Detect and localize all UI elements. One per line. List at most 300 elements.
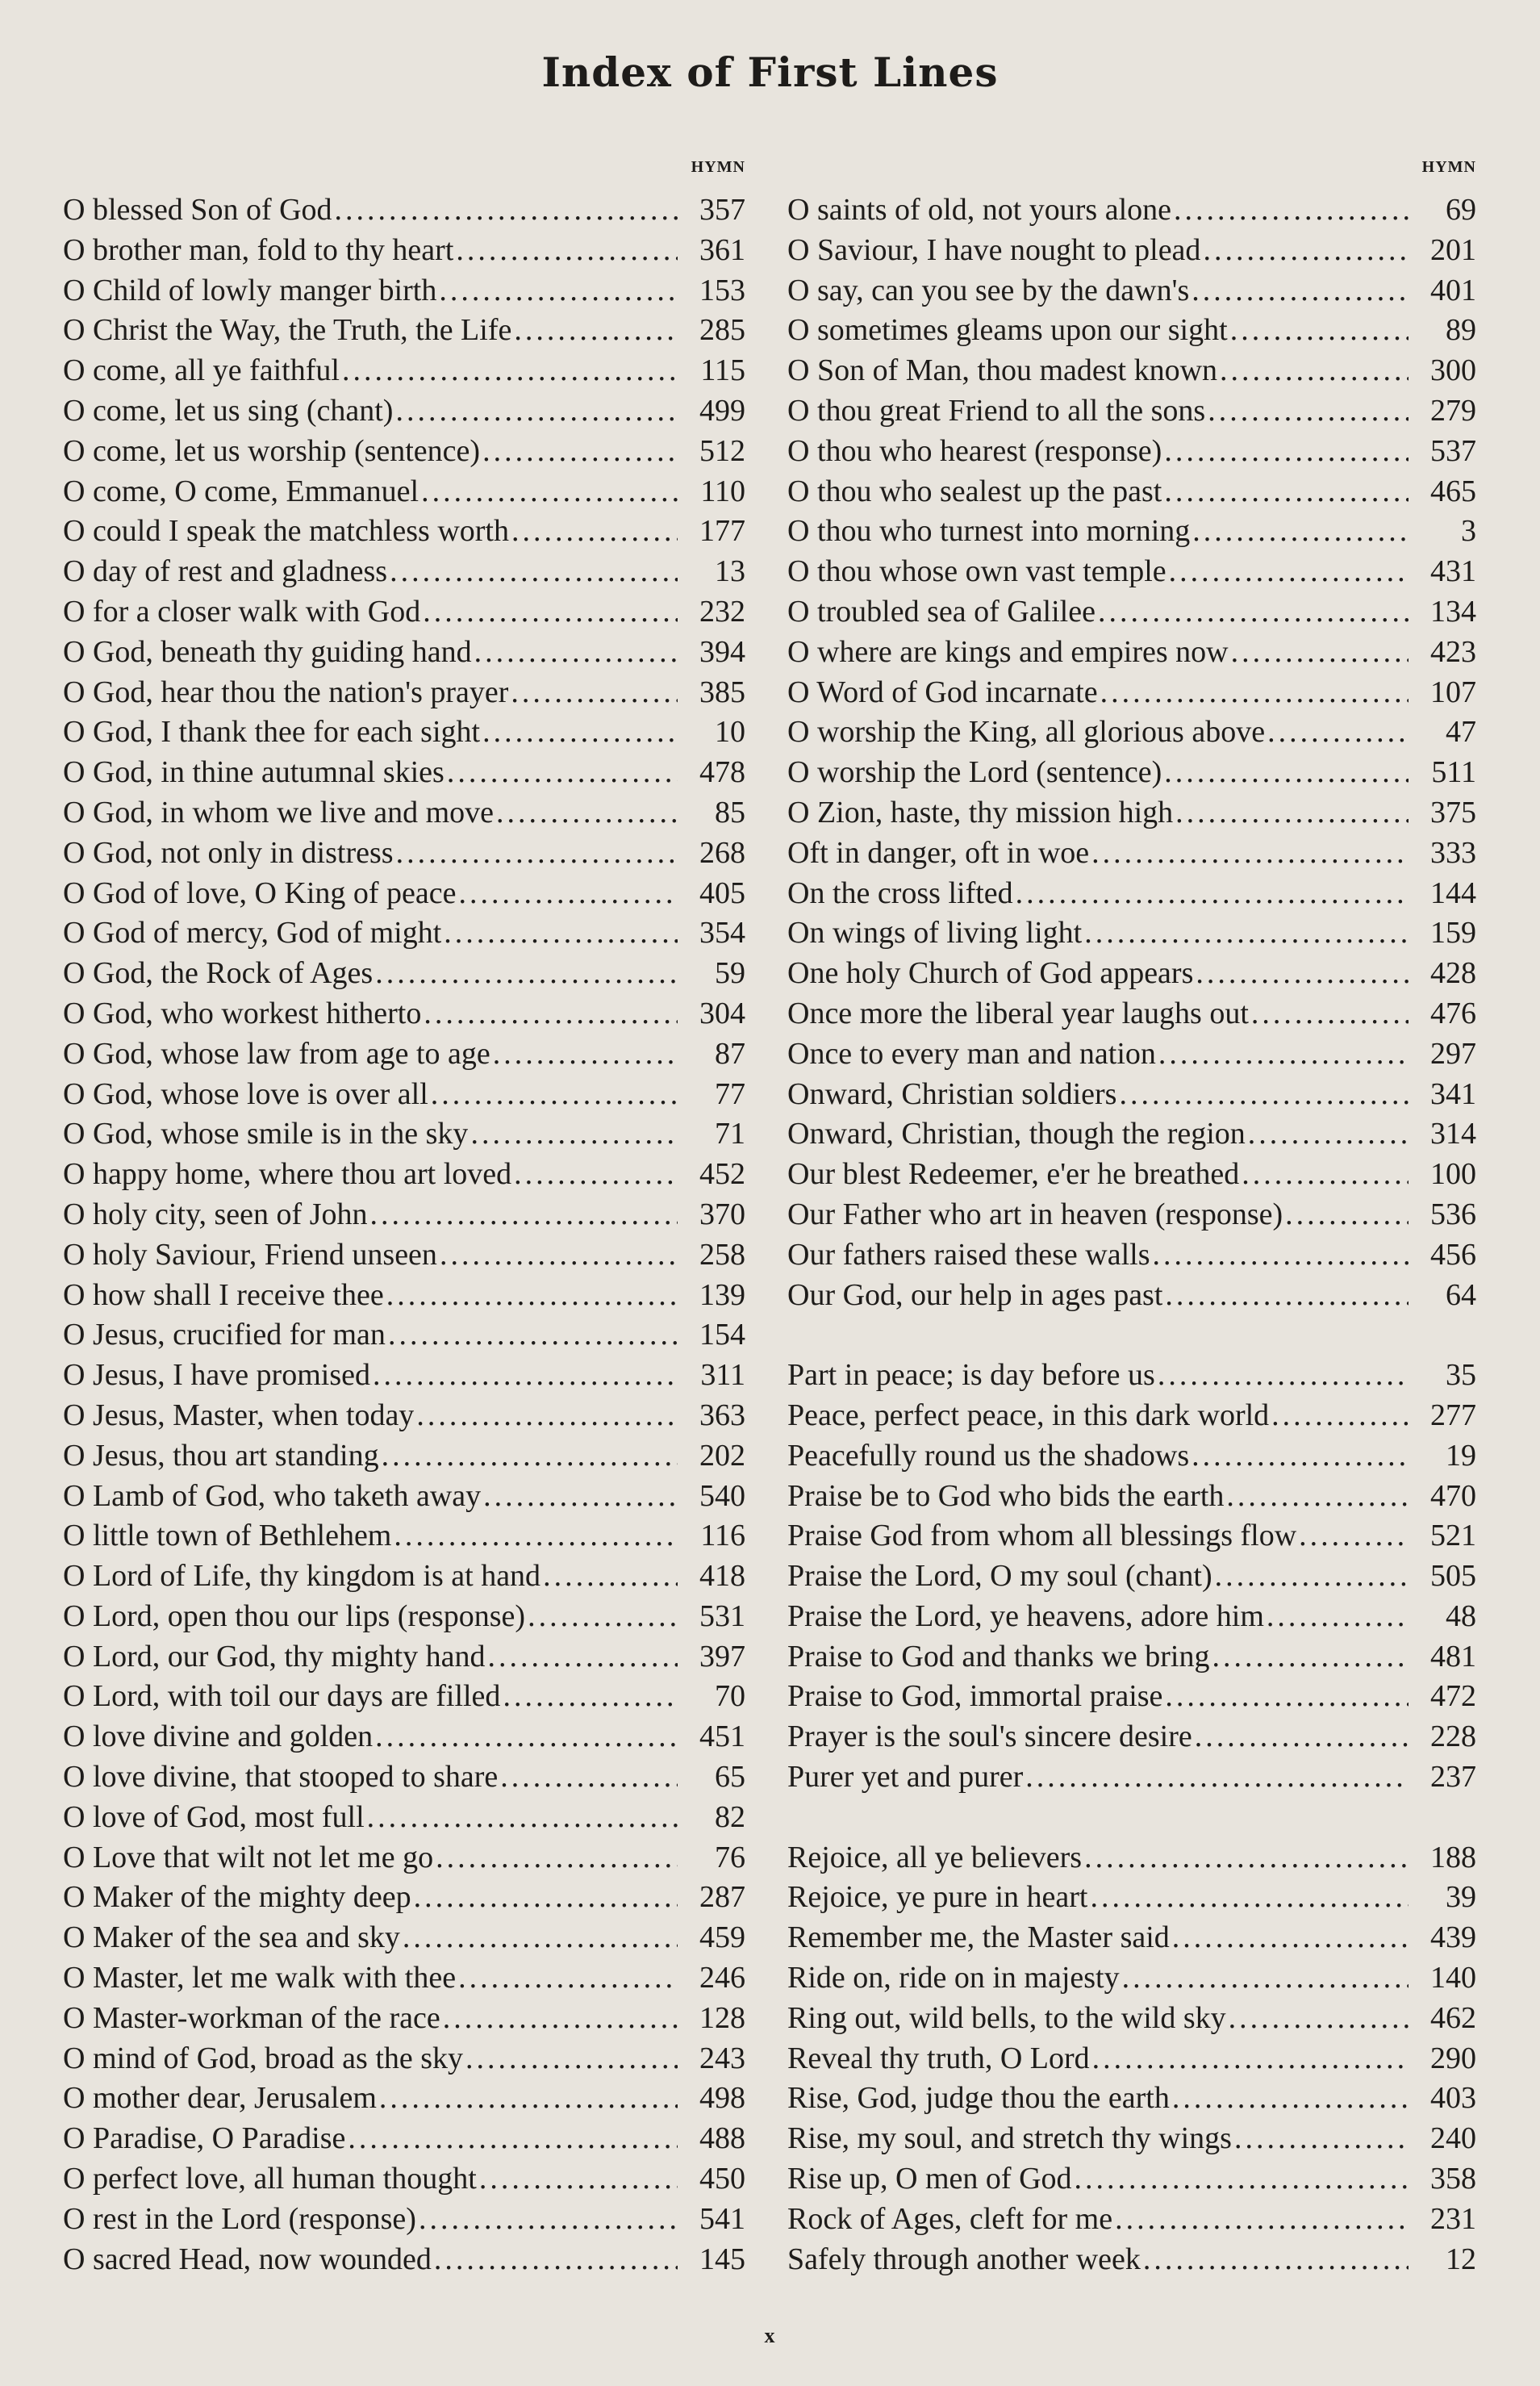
- first-line: O Maker of the mighty deep: [63, 1880, 411, 1915]
- first-line: Ride on, ride on in majesty: [787, 1961, 1120, 1995]
- index-entry: [787, 351, 1476, 391]
- dot-leader: [477, 2159, 678, 2200]
- index-entry: [63, 231, 745, 271]
- index-entry: [63, 552, 745, 592]
- hymn-number: 70: [715, 1679, 745, 1714]
- first-line: O Lord, open thou our lips (response): [63, 1598, 526, 1633]
- dot-leader: [463, 2039, 678, 2079]
- index-entry: [63, 673, 745, 713]
- dot-leader: [480, 432, 678, 472]
- dot-leader: [1205, 391, 1409, 432]
- index-entry: [63, 1999, 745, 2039]
- first-line: Rejoice, all ye believers: [787, 1840, 1083, 1874]
- dot-leader: [1170, 1918, 1409, 1958]
- dot-leader: [384, 1276, 678, 1316]
- first-line: Rejoice, ye pure in heart: [787, 1880, 1088, 1915]
- index-entry: [63, 874, 745, 914]
- dot-leader: [400, 1918, 678, 1958]
- first-line: O love divine, that stooped to share: [63, 1760, 499, 1795]
- first-line: O Son of Man, thou madest known: [787, 353, 1218, 388]
- dot-leader: [373, 954, 678, 994]
- dot-leader: [420, 592, 678, 633]
- index-entry: [787, 2079, 1476, 2119]
- dot-leader: [472, 633, 678, 673]
- dot-leader: [1190, 512, 1409, 552]
- dot-leader: [437, 1235, 678, 1276]
- first-line: O Maker of the sea and sky: [63, 1920, 400, 1955]
- hymn-number: 59: [715, 956, 745, 991]
- index-entry: [787, 432, 1476, 472]
- dot-leader: [1224, 1477, 1409, 1517]
- hymn-number: 397: [699, 1639, 745, 1674]
- first-line: O love divine and golden: [63, 1720, 374, 1754]
- hymn-number: 240: [1430, 2121, 1476, 2156]
- first-line: Onward, Christian soldiers: [787, 1076, 1117, 1111]
- first-line: O worship the King, all glorious above: [787, 715, 1266, 750]
- index-entry: [787, 1276, 1476, 1316]
- dot-leader: [1116, 1075, 1409, 1115]
- index-entry: [787, 753, 1476, 793]
- index-entry: [63, 1195, 745, 1235]
- hymn-number: 188: [1430, 1840, 1476, 1874]
- hymn-number: 3: [1461, 514, 1476, 549]
- hymn-number: 341: [1430, 1076, 1476, 1111]
- hymn-number: 472: [1430, 1679, 1476, 1714]
- dot-leader: [387, 552, 678, 592]
- first-line: O day of rest and gladness: [63, 554, 388, 589]
- dot-leader: [1156, 1034, 1409, 1075]
- first-line: Once to every man and nation: [787, 1036, 1156, 1071]
- dot-leader: [377, 2079, 678, 2119]
- first-line: O happy home, where thou art loved: [63, 1157, 512, 1192]
- hymn-number: 333: [1430, 835, 1476, 870]
- hymn-number: 76: [715, 1840, 745, 1874]
- hymn-number: 428: [1430, 956, 1476, 991]
- hymn-number: 537: [1430, 433, 1476, 468]
- hymn-number: 290: [1430, 2041, 1476, 2075]
- dot-leader: [370, 1356, 678, 1396]
- hymn-number: 71: [715, 1117, 745, 1151]
- index-entry: [787, 2159, 1476, 2200]
- hymn-number: 228: [1430, 1720, 1476, 1754]
- hymn-number: 452: [699, 1157, 745, 1192]
- index-entry: [787, 1034, 1476, 1075]
- hymn-number: 128: [699, 2000, 745, 2035]
- first-line: O rest in the Lord (response): [63, 2201, 416, 2236]
- dot-leader: [419, 472, 678, 512]
- dot-leader: [1265, 712, 1409, 753]
- index-entry: [787, 2240, 1476, 2280]
- first-line: O Christ the Way, the Truth, the Life: [63, 313, 512, 348]
- dot-leader: [1087, 1878, 1409, 1918]
- index-entry: [63, 391, 745, 432]
- hymn-number: 488: [699, 2121, 745, 2156]
- hymn-number: 431: [1430, 554, 1476, 589]
- dot-leader: [500, 1677, 678, 1717]
- index-entry: [63, 1637, 745, 1678]
- index-entry: [787, 512, 1476, 552]
- hymn-number: 47: [1446, 715, 1476, 750]
- hymn-number: 300: [1430, 353, 1476, 388]
- hymn-number: 314: [1430, 1117, 1476, 1151]
- hymn-number: 287: [699, 1880, 745, 1915]
- first-line: O holy Saviour, Friend unseen: [63, 1237, 437, 1272]
- hymn-number: 512: [699, 433, 745, 468]
- hymn-number: 202: [699, 1438, 745, 1473]
- dot-leader: [340, 351, 678, 391]
- dot-leader: [365, 1798, 678, 1838]
- index-entry: [63, 1315, 745, 1356]
- index-entry: [63, 1235, 745, 1276]
- dot-leader: [1090, 2039, 1409, 2079]
- dot-leader: [1171, 190, 1409, 231]
- first-line: O blessed Son of God: [63, 193, 332, 227]
- first-line: Our blest Redeemer, e'er he breathed: [787, 1157, 1240, 1192]
- index-entry: [787, 1155, 1476, 1195]
- first-line: O God, I thank thee for each sight: [63, 715, 481, 750]
- hymn-number: 35: [1446, 1358, 1476, 1393]
- first-line: O thou who sealest up the past: [787, 474, 1162, 508]
- hymn-number: 499: [699, 393, 745, 428]
- first-line: Oft in danger, oft in woe: [787, 835, 1090, 870]
- index-entry: [787, 2200, 1476, 2240]
- dot-leader: [444, 753, 678, 793]
- hymn-number: 10: [715, 715, 745, 750]
- dot-leader: [1162, 753, 1409, 793]
- index-entry: [787, 793, 1476, 834]
- first-line: Rock of Ages, cleft for me: [787, 2201, 1113, 2236]
- first-line: O little town of Bethlehem: [63, 1519, 392, 1553]
- dot-leader: [1089, 834, 1409, 874]
- first-line: O Master-workman of the race: [63, 2000, 440, 2035]
- dot-leader: [421, 994, 678, 1034]
- first-line: O say, can you see by the dawn's: [787, 273, 1190, 307]
- dot-leader: [1150, 1235, 1409, 1276]
- dot-leader: [468, 1114, 678, 1155]
- hymn-number: 116: [700, 1519, 745, 1553]
- index-entry: [63, 994, 745, 1034]
- index-entry: [63, 1717, 745, 1757]
- dot-leader: [411, 1878, 678, 1918]
- first-line: O love of God, most full: [63, 1799, 365, 1834]
- index-entry: [63, 954, 745, 994]
- first-line: O for a closer walk with God: [63, 594, 421, 629]
- index-entry: [63, 1436, 745, 1477]
- first-line: Rise, God, judge thou the earth: [787, 2081, 1170, 2116]
- first-line: Ring out, wild bells, to the wild sky: [787, 2000, 1226, 2035]
- dot-leader: [1239, 1155, 1409, 1195]
- hymn-number: 285: [699, 313, 745, 348]
- hymn-number: 177: [699, 514, 745, 549]
- index-entry: [787, 552, 1476, 592]
- dot-leader: [1120, 1958, 1409, 1999]
- index-entry: [787, 834, 1476, 874]
- dot-leader: [481, 1477, 678, 1517]
- hymn-number: 87: [715, 1036, 745, 1071]
- first-line: Peace, perfect peace, in this dark world: [787, 1398, 1270, 1432]
- dot-leader: [525, 1597, 678, 1637]
- first-line: O Paradise, O Paradise: [63, 2121, 346, 2156]
- hymn-number: 304: [699, 996, 745, 1030]
- dot-leader: [414, 1396, 678, 1436]
- first-line: O come, all ye faithful: [63, 353, 340, 388]
- dot-leader: [393, 391, 678, 432]
- dot-leader: [1173, 793, 1409, 834]
- dot-leader: [379, 1436, 678, 1477]
- first-line: On the cross lifted: [787, 875, 1013, 910]
- dot-leader: [416, 2200, 678, 2240]
- first-line: O could I speak the matchless worth: [63, 514, 509, 549]
- first-line: Praise God from whom all blessings flow: [787, 1519, 1297, 1553]
- first-line: Purer yet and purer: [787, 1760, 1024, 1795]
- index-entry: [787, 1999, 1476, 2039]
- index-entry: [787, 1878, 1476, 1918]
- hymn-number: 521: [1430, 1519, 1476, 1553]
- dot-leader: [1246, 1114, 1409, 1155]
- dot-leader: [494, 793, 678, 834]
- index-column-left: [63, 158, 745, 2279]
- column-header: HYMN: [691, 158, 745, 176]
- index-entry: [63, 1516, 745, 1557]
- dot-leader: [509, 512, 678, 552]
- hymn-number: 134: [1430, 594, 1476, 629]
- hymn-number: 401: [1430, 273, 1476, 307]
- index-entry: [787, 1757, 1476, 1798]
- hymn-number: 237: [1430, 1760, 1476, 1795]
- dot-leader: [428, 1075, 678, 1115]
- first-line: O Lord, with toil our days are filled: [63, 1679, 501, 1714]
- first-line: O Saviour, I have nought to plead: [787, 232, 1201, 267]
- dot-leader: [508, 673, 678, 713]
- index-entry: [63, 1557, 745, 1597]
- first-line: Praise to God and thanks we bring: [787, 1639, 1210, 1674]
- hymn-number: 481: [1430, 1639, 1476, 1674]
- hymn-number: 39: [1446, 1880, 1476, 1915]
- dot-leader: [498, 1757, 678, 1798]
- index-entry: [63, 753, 745, 793]
- hymn-number: 12: [1446, 2242, 1476, 2276]
- dot-leader: [373, 1717, 678, 1757]
- hymn-number: 439: [1430, 1920, 1476, 1955]
- hymn-number: 110: [700, 474, 745, 508]
- first-line: O Jesus, Master, when today: [63, 1398, 415, 1432]
- index-entry: [63, 2039, 745, 2079]
- index-entry: [63, 1155, 745, 1195]
- hymn-number: 541: [699, 2201, 745, 2236]
- hymn-number: 354: [699, 916, 745, 951]
- dot-leader: [1249, 994, 1409, 1034]
- index-entry: [787, 633, 1476, 673]
- first-line: O Jesus, thou art standing: [63, 1438, 379, 1473]
- index-entry: [787, 1677, 1476, 1717]
- index-entry: [787, 592, 1476, 633]
- index-entry: [787, 954, 1476, 994]
- dot-leader: [391, 1516, 678, 1557]
- dot-leader: [1269, 1396, 1409, 1436]
- dot-leader: [1162, 1276, 1409, 1316]
- first-line: O God, hear thou the nation's prayer: [63, 675, 509, 709]
- first-line: O Child of lowly manger birth: [63, 273, 437, 307]
- dot-leader: [1162, 432, 1409, 472]
- dot-leader: [367, 1195, 678, 1235]
- first-line: Rise up, O men of God: [787, 2162, 1072, 2196]
- section-gap: [787, 1315, 1476, 1356]
- first-line: O thou whose own vast temple: [787, 554, 1166, 589]
- index-entry: [63, 2159, 745, 2200]
- dot-leader: [386, 1315, 678, 1356]
- hymn-number: 478: [699, 755, 745, 790]
- hymn-number: 89: [1446, 313, 1476, 348]
- hymn-number: 358: [1430, 2162, 1476, 2196]
- first-line: O Lord of Life, thy kingdom is at hand: [63, 1559, 541, 1594]
- index-entry: [63, 1034, 745, 1075]
- hymn-number: 357: [699, 193, 745, 227]
- index-entry: [787, 271, 1476, 311]
- index-entry: [63, 512, 745, 552]
- dot-leader: [511, 311, 678, 351]
- hymn-number: 139: [699, 1277, 745, 1312]
- index-entry: [787, 190, 1476, 231]
- index-entry: [63, 1958, 745, 1999]
- first-line: Our fathers raised these walls: [787, 1237, 1150, 1272]
- first-line: O God of love, O King of peace: [63, 875, 457, 910]
- first-line: O thou great Friend to all the sons: [787, 393, 1206, 428]
- hymn-number: 451: [699, 1720, 745, 1754]
- hymn-number: 279: [1430, 393, 1476, 428]
- hymn-number: 459: [699, 1920, 745, 1955]
- index-entry: [63, 1356, 745, 1396]
- dot-leader: [332, 190, 678, 231]
- dot-leader: [1189, 1436, 1409, 1477]
- first-line: Praise be to God who bids the earth: [787, 1478, 1225, 1513]
- first-line: O Love that wilt not let me go: [63, 1840, 434, 1874]
- index-entry: [63, 1477, 745, 1517]
- dot-leader: [1193, 954, 1409, 994]
- index-entry: [63, 2119, 745, 2159]
- index-entry: [63, 2079, 745, 2119]
- first-line: O brother man, fold to thy heart: [63, 232, 454, 267]
- index-entry: [787, 1717, 1476, 1757]
- index-entry: [787, 1597, 1476, 1637]
- first-line: O come, let us sing (chant): [63, 393, 394, 428]
- hymn-number: 65: [715, 1760, 745, 1795]
- dot-leader: [1023, 1757, 1409, 1798]
- index-entry: [63, 311, 745, 351]
- dot-leader: [1082, 1838, 1409, 1878]
- index-entry: [63, 1878, 745, 1918]
- hymn-number: 403: [1430, 2081, 1476, 2116]
- hymn-number: 450: [699, 2162, 745, 2196]
- first-line: One holy Church of God appears: [787, 956, 1194, 991]
- dot-leader: [1170, 2079, 1409, 2119]
- first-line: O Jesus, crucified for man: [63, 1318, 386, 1352]
- index-entry: [787, 712, 1476, 753]
- index-entry: [787, 994, 1476, 1034]
- dot-leader: [1296, 1516, 1409, 1557]
- index-entry: [787, 1436, 1476, 1477]
- hymn-number: 297: [1430, 1036, 1476, 1071]
- dot-leader: [1082, 913, 1409, 954]
- hymn-number: 511: [1431, 755, 1476, 790]
- first-line: O sacred Head, now wounded: [63, 2242, 432, 2276]
- hymn-number: 48: [1446, 1598, 1476, 1633]
- column-header: HYMN: [1421, 158, 1476, 176]
- index-entry: [63, 1798, 745, 1838]
- first-line: Praise to God, immortal praise: [787, 1679, 1163, 1714]
- first-line: O God, whose law from age to age: [63, 1036, 490, 1071]
- index-column-right: [787, 158, 1476, 2279]
- index-entry: [787, 2119, 1476, 2159]
- hymn-number: 140: [1430, 1961, 1476, 1995]
- index-entry: [787, 1516, 1476, 1557]
- first-line: O perfect love, all human thought: [63, 2162, 477, 2196]
- hymn-number: 201: [1430, 232, 1476, 267]
- first-line: Part in peace; is day before us: [787, 1358, 1155, 1393]
- hymn-number: 145: [699, 2242, 745, 2276]
- dot-leader: [453, 231, 678, 271]
- hymn-number: 115: [700, 353, 745, 388]
- index-entry: [787, 874, 1476, 914]
- dot-leader: [1166, 552, 1409, 592]
- dot-leader: [432, 2240, 678, 2280]
- first-line: Our God, our help in ages past: [787, 1277, 1163, 1312]
- index-entry: [787, 231, 1476, 271]
- index-entry: [63, 1838, 745, 1878]
- page-folio: x: [764, 2324, 776, 2347]
- dot-leader: [1096, 592, 1409, 633]
- index-entry: [787, 1557, 1476, 1597]
- dot-leader: [394, 834, 678, 874]
- hymn-number: 159: [1430, 916, 1476, 951]
- index-entry: [63, 1276, 745, 1316]
- index-entry: [787, 1195, 1476, 1235]
- hymn-number: 69: [1446, 193, 1476, 227]
- dot-leader: [1189, 271, 1409, 311]
- dot-leader: [441, 913, 678, 954]
- hymn-number: 258: [699, 1237, 745, 1272]
- hymn-number: 470: [1430, 1478, 1476, 1513]
- first-line: O God, whose smile is in the sky: [63, 1117, 469, 1151]
- dot-leader: [490, 1034, 678, 1075]
- first-line: Rise, my soul, and stretch thy wings: [787, 2121, 1232, 2156]
- first-line: O saints of old, not yours alone: [787, 193, 1172, 227]
- index-entry: [787, 2039, 1476, 2079]
- dot-leader: [1162, 472, 1409, 512]
- index-entry: [63, 1918, 745, 1958]
- dot-leader: [1212, 1557, 1409, 1597]
- first-line: Praise the Lord, O my soul (chant): [787, 1559, 1212, 1594]
- index-entry: [63, 1757, 745, 1798]
- first-line: O God, the Rock of Ages: [63, 956, 374, 991]
- dot-leader: [1264, 1597, 1409, 1637]
- dot-leader: [1209, 1637, 1409, 1678]
- dot-leader: [1013, 874, 1409, 914]
- first-line: O worship the Lord (sentence): [787, 755, 1162, 790]
- hymn-number: 246: [699, 1961, 745, 1995]
- dot-leader: [1072, 2159, 1409, 2200]
- hymn-number: 423: [1430, 634, 1476, 669]
- hymn-number: 64: [1446, 1277, 1476, 1312]
- index-entry: [63, 1075, 745, 1115]
- index-entry: [63, 1114, 745, 1155]
- dot-leader: [1155, 1356, 1409, 1396]
- dot-leader: [456, 1958, 678, 1999]
- dot-leader: [345, 2119, 678, 2159]
- dot-leader: [440, 1999, 678, 2039]
- index-entry: [787, 1114, 1476, 1155]
- hymn-number: 268: [699, 835, 745, 870]
- first-line: O Jesus, I have promised: [63, 1358, 370, 1393]
